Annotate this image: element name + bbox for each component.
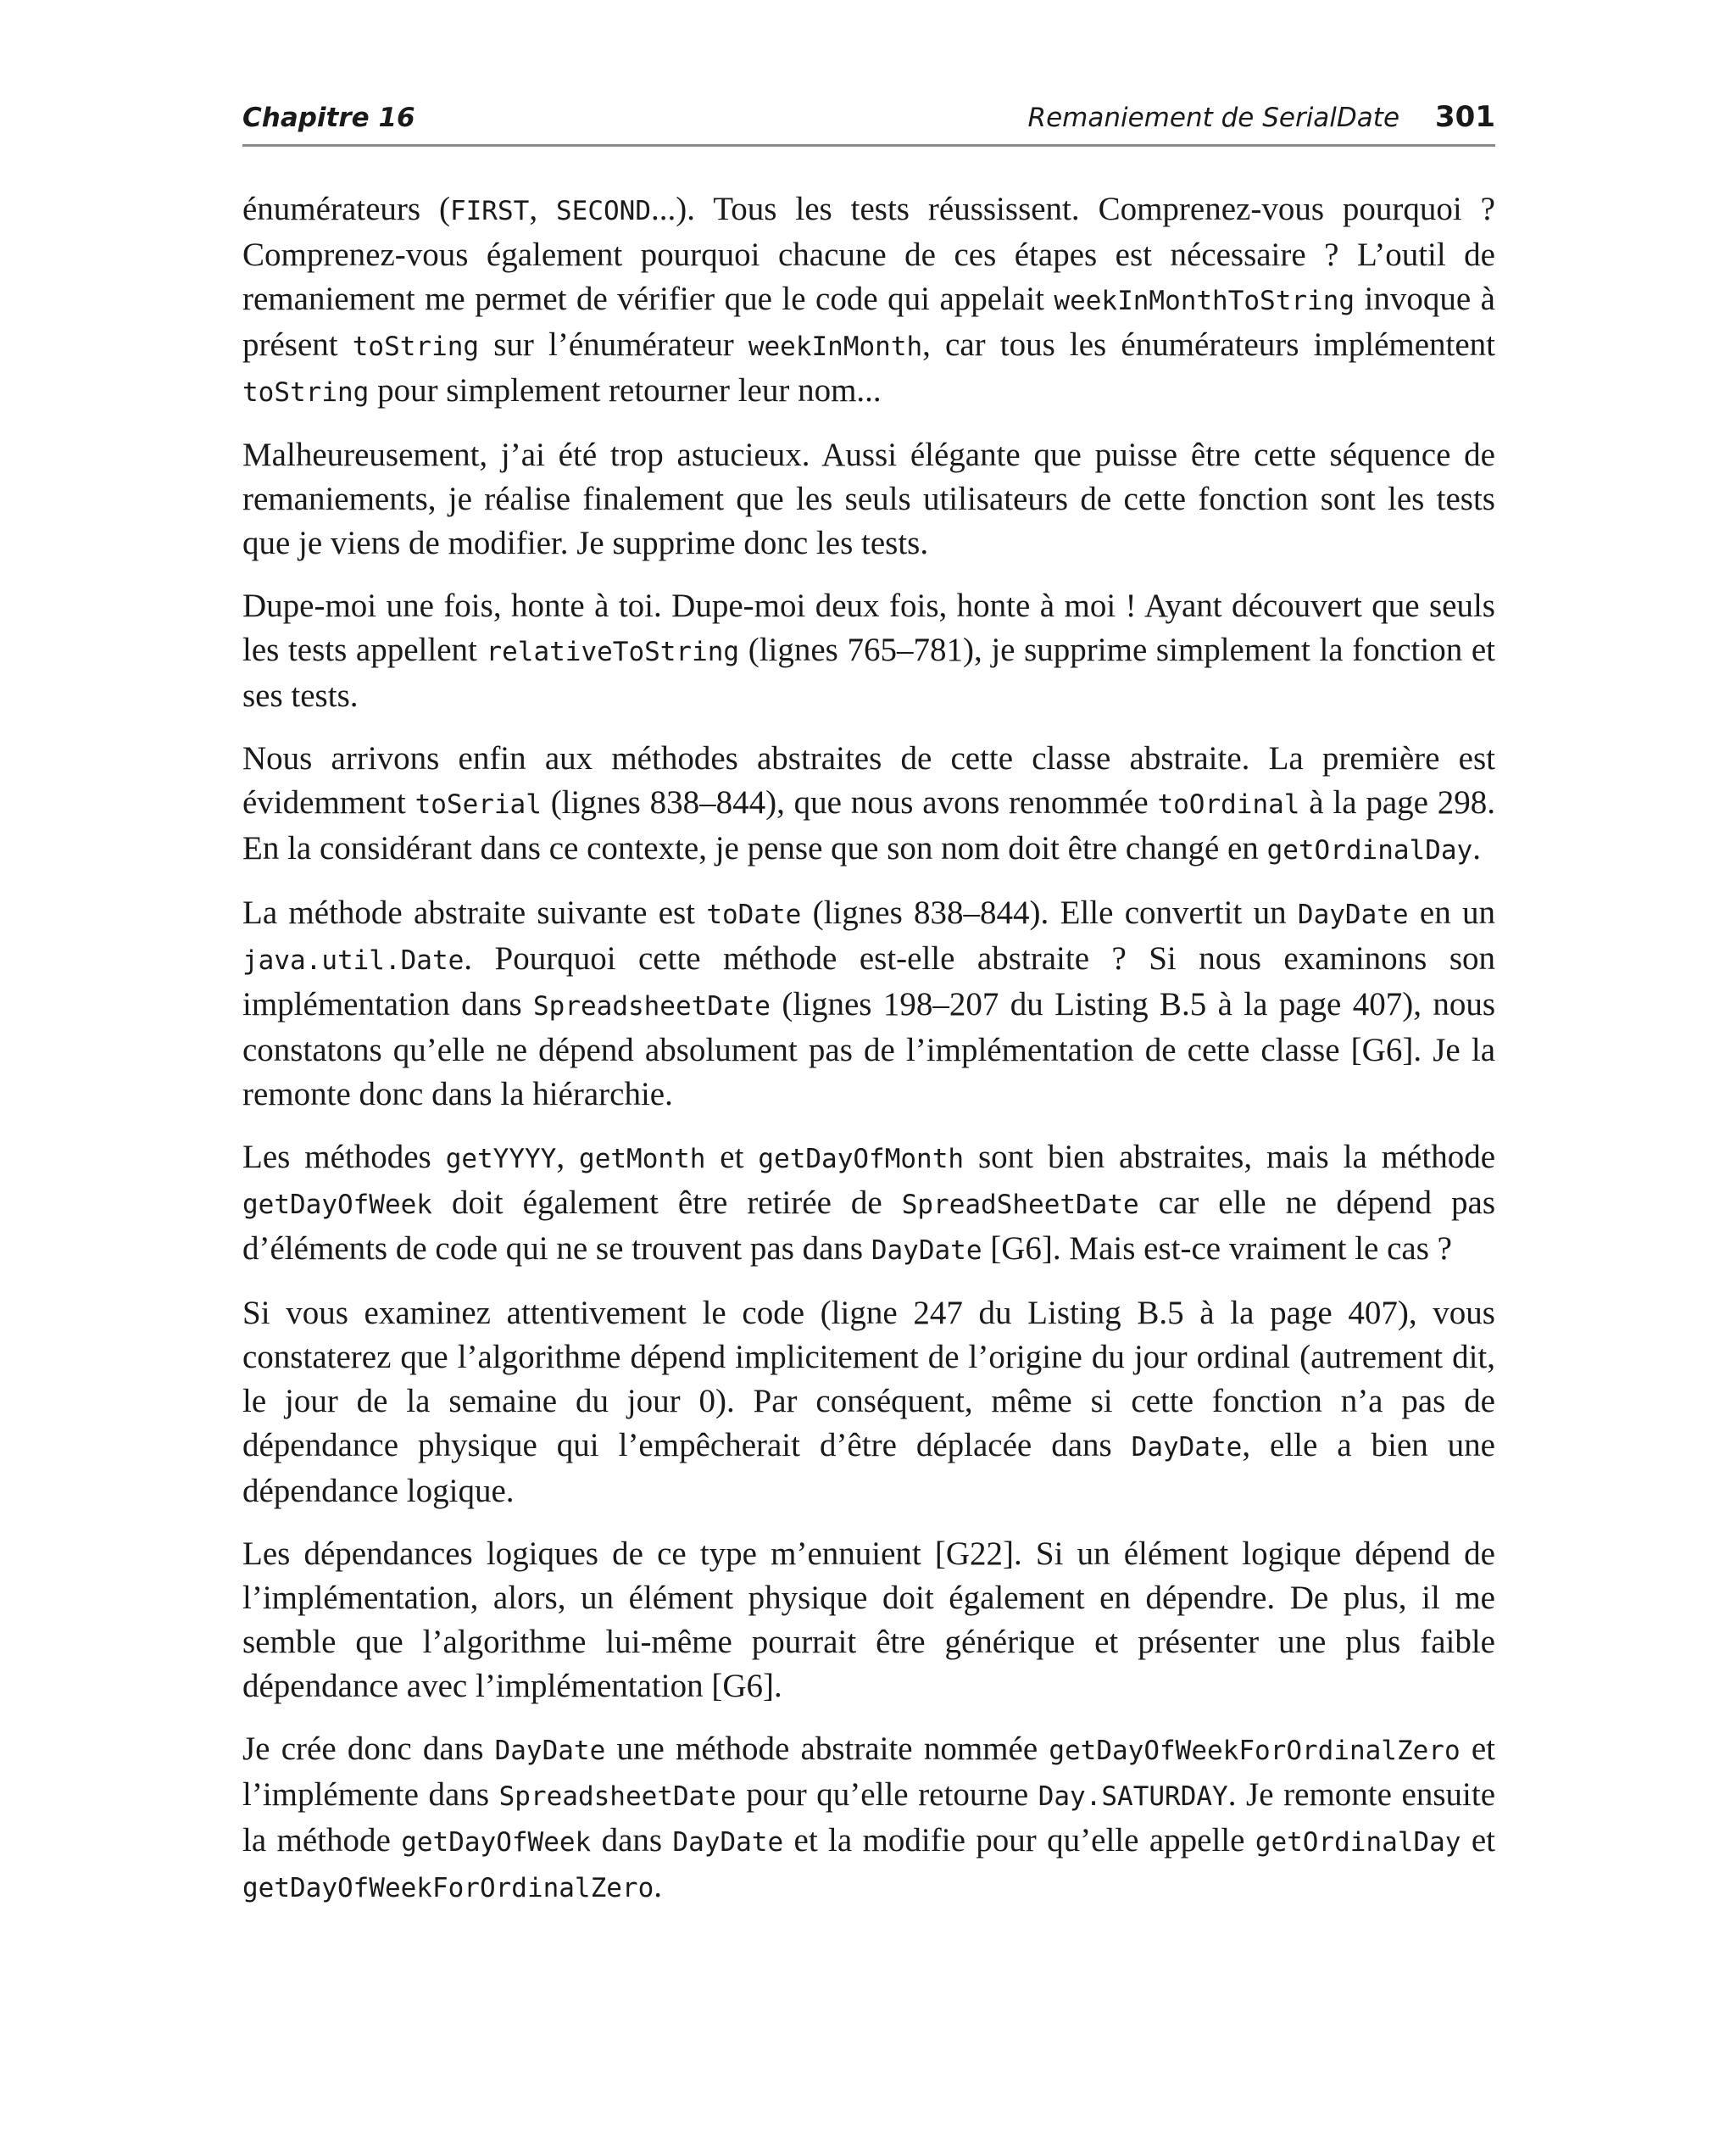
text-run: , (556, 1139, 580, 1175)
text-run: car elle ne dépend pas d’éléments de code qui ne se trouvent pas dans (242, 1184, 1495, 1267)
inline-code: weekInMonth (748, 332, 923, 362)
inline-code: Day.SATURDAY (1038, 1781, 1228, 1812)
text-run: La méthode abstraite suivante est (242, 894, 707, 931)
paragraph (242, 737, 1495, 872)
text-run: (lignes 765–781), je supprime simplement la fonction et ses tests. (242, 632, 1495, 714)
header-right (1028, 100, 1495, 134)
text-run: ...). Tous les tests réussissent. Comprenez-vous pourquoi ? Comprenez-vous également pourquoi chacune de ces étapes est nécessaire ? L’outil de remaniement me permet de vérifier que le code qui appelait (242, 191, 1495, 317)
text-run: doit également être retirée de (431, 1184, 902, 1221)
text-run: Je crée donc dans (242, 1730, 495, 1767)
inline-code: SpreadSheetDate (901, 1190, 1139, 1220)
text-run: sont bien abstraites, mais la méthode (964, 1139, 1496, 1175)
text-run: , (529, 191, 556, 227)
paragraph (242, 1291, 1495, 1513)
paragraph (242, 1135, 1495, 1273)
text-run: . Je remonte ensuite la méthode (242, 1776, 1496, 1859)
text-run: pour simplement retourner leur nom... (369, 372, 882, 409)
paragraph (242, 433, 1495, 566)
inline-code: java.util.Date (242, 945, 465, 976)
text-run: et la modifie pour qu’elle appelle (783, 1822, 1255, 1859)
book-page (242, 100, 1495, 1929)
text-run: Nous arrivons enfin aux méthodes abstraites de cette classe abstraite. La première est évidemment (242, 740, 1495, 821)
inline-code: getOrdinalDay (1266, 835, 1473, 866)
paragraph (242, 187, 1495, 415)
text-run: en un (1408, 894, 1495, 931)
paragraph (242, 1532, 1495, 1708)
inline-code: getDayOfWeekForOrdinalZero (1049, 1736, 1461, 1766)
inline-code: toSerial (415, 789, 542, 820)
text-run: invoque à présent (242, 281, 1495, 363)
inline-code: getYYYY (445, 1144, 557, 1174)
inline-code: DayDate (672, 1827, 784, 1858)
chapter-label: Chapitre 16 (242, 103, 415, 133)
inline-code: toOrdinal (1157, 789, 1300, 820)
text-run: et l’implémente dans (242, 1730, 1495, 1813)
text-run: (lignes 838–844), que nous avons renommée (541, 784, 1158, 821)
text-run: Dupe-moi une fois, honte à toi. Dupe-moi deux fois, honte à moi ! Ayant découvert que seuls les tests appellent (242, 588, 1495, 668)
inline-code: DayDate (1297, 900, 1409, 930)
inline-code: getDayOfMonth (758, 1144, 965, 1174)
text-run: une méthode abstraite nommée (605, 1730, 1049, 1767)
text-run: (lignes 198–207 du Listing B.5 à la page 407), nous constatons qu’elle ne dépend absolument pas de l’implémentation de cette classe [G6]. Je la remonte donc dans la hiérarchie. (242, 986, 1496, 1112)
inline-code: DayDate (494, 1736, 606, 1766)
text-run: et (1461, 1822, 1495, 1859)
inline-code: getDayOfWeek (401, 1827, 592, 1858)
inline-code: relativeToString (486, 637, 740, 667)
page-number: 301 (1435, 100, 1495, 134)
inline-code: toString (242, 377, 370, 408)
text-run: Les dépendances logiques de ce type m’ennuient [G22]. Si un élément logique dépend de l’implémentation, alors, un élément physique doit également en dépendre. De plus, il me semble que l’algorithme lui-même pourrait être générique et présenter une plus faible dépendance avec l’implémentation [G6]. (242, 1535, 1495, 1704)
inline-code: getDayOfWeekForOrdinalZero (242, 1873, 654, 1903)
inline-code: DayDate (1131, 1432, 1243, 1463)
text-run: , car tous les énumérateurs implémentent (922, 326, 1496, 363)
inline-code: FIRST (449, 196, 530, 226)
inline-code: weekInMonthToString (1054, 286, 1355, 316)
section-title: Remaniement de SerialDate (1027, 103, 1400, 133)
body-text (242, 187, 1495, 1910)
inline-code: getOrdinalDay (1255, 1827, 1461, 1858)
text-run: Malheureusement, j’ai été trop astucieux. Aussi élégante que puisse être cette séquence de remaniements, je réalise finalement que les seuls utilisateurs de cette fonction sont les tests que je viens de modifier. Je supprime donc les tests. (242, 437, 1495, 561)
inline-code: DayDate (871, 1235, 982, 1266)
text-run: énumérateurs ( (242, 191, 450, 227)
text-run: . Pourquoi cette méthode est-elle abstraite ? Si nous examinons son implémentation dans (242, 940, 1495, 1023)
text-run: pour qu’elle retourne (736, 1776, 1038, 1813)
text-run: (lignes 838–844). Elle convertit un (801, 894, 1298, 931)
text-run: et (705, 1139, 759, 1175)
text-run: . (1472, 830, 1481, 867)
inline-code: getDayOfWeek (242, 1190, 432, 1220)
paragraph (242, 1727, 1495, 1910)
inline-code: SECOND (556, 196, 651, 226)
running-header (242, 100, 1495, 147)
text-run: , elle a bien une dépendance logique. (242, 1427, 1495, 1509)
text-run: . (654, 1868, 663, 1904)
text-run: [G6]. Mais est-ce vraiment le cas ? (982, 1230, 1452, 1267)
inline-code: SpreadsheetDate (498, 1781, 737, 1812)
inline-code: toDate (706, 900, 802, 930)
paragraph (242, 891, 1495, 1117)
paragraph (242, 584, 1495, 718)
inline-code: toString (352, 332, 480, 362)
inline-code: getMonth (579, 1144, 706, 1174)
text-run: dans (591, 1822, 673, 1859)
text-run: à la page 298. En la considérant dans ce contexte, je pense que son nom doit être changé en (242, 784, 1495, 867)
inline-code: SpreadsheetDate (533, 991, 771, 1022)
text-run: sur l’énumérateur (479, 326, 748, 363)
text-run: Si vous examinez attentivement le code (ligne 247 du Listing B.5 à la page 407), vous constaterez que l’algorithme dépend implicitement de l’origine du jour ordinal (autrement dit, le jour de la semaine du jour 0). Par conséquent, même si cette fonction n’a pas de dépendance physique qui l’empêcherait d’être déplacée dans (242, 1295, 1495, 1463)
text-run: Les méthodes (242, 1139, 446, 1175)
